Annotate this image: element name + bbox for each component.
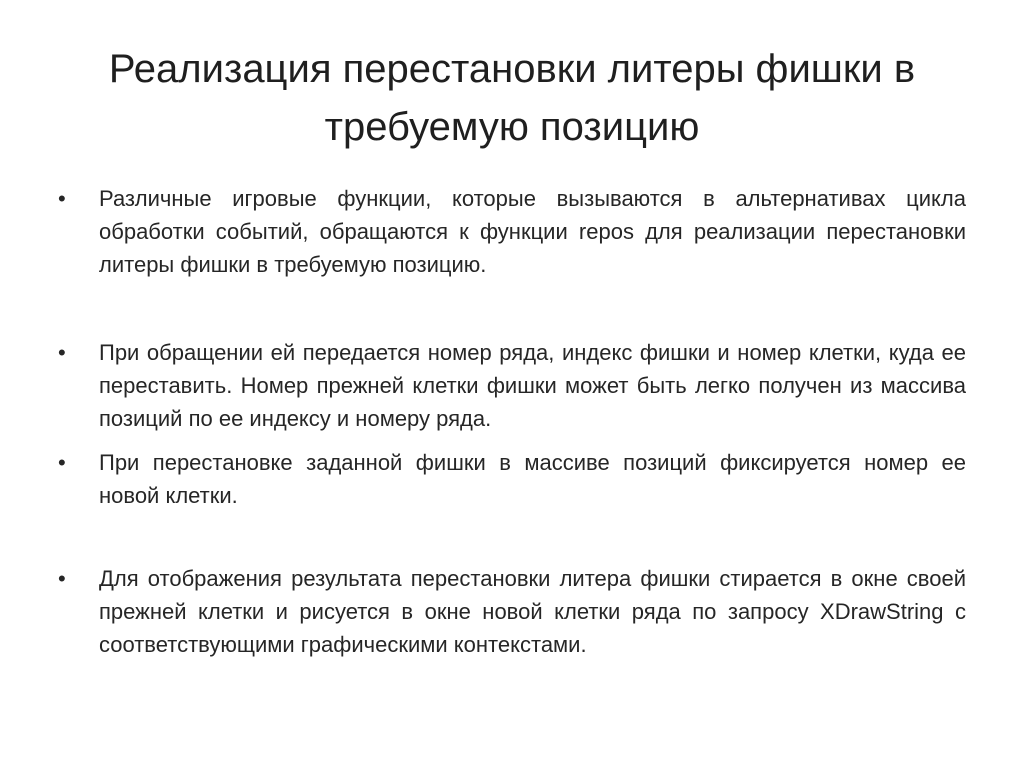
bullet-marker: • [58, 450, 66, 475]
bullet-text-4: Для отображения результата перестановки литера фишки стирается в окне своей прежней клетки и рисуется в окне новой клетки ряда по запросу XDrawString с соответствующими графическими контекстами. [99, 566, 966, 657]
bullet-marker: • [58, 340, 66, 365]
bullet-marker: • [58, 186, 66, 211]
slide-title [70, 40, 954, 156]
bullet-text-2: При обращении ей передается номер ряда, индекс фишки и номер клетки, куда ее переставить. Номер прежней клетки фишки может быть легко получен из массива позиций по ее индексу и номеру ряда. [99, 340, 966, 431]
bullet-text-3: При перестановке заданной фишки в массиве позиций фиксируется номер ее новой клетки. [99, 450, 966, 508]
bullet-marker: • [58, 566, 66, 591]
bullet-text-1: Различные игровые функции, которые вызываются в альтернативах цикла обработки событий, обращаются к функции repos для реализации перестановки литеры фишки в требуемую позицию. [99, 186, 966, 277]
slide-title-line-1: Реализация перестановки литеры фишки в [108, 47, 916, 91]
slide-title-line-2: требуемую позицию [324, 105, 700, 149]
